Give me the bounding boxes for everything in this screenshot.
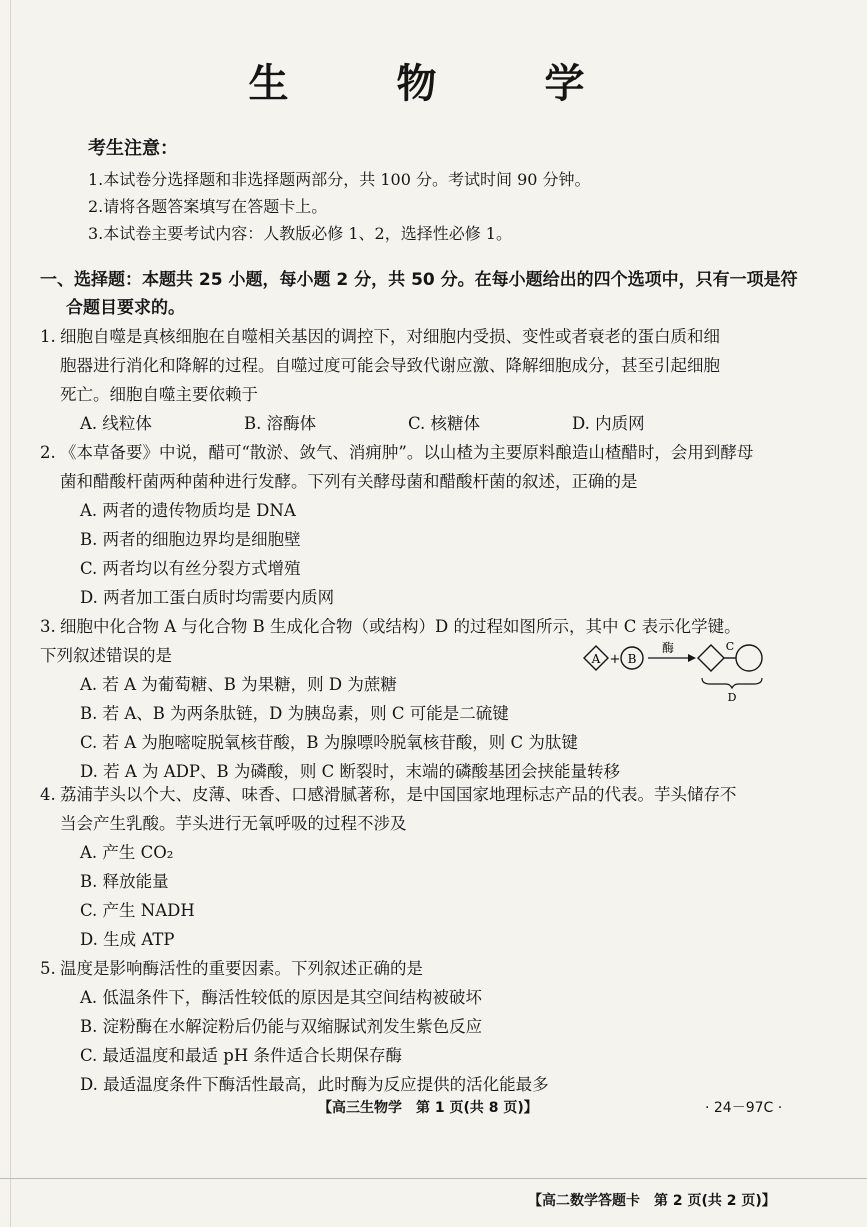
option-c: C. 核糖体 <box>408 414 481 433</box>
option-a: A. 低温条件下，酶活性较低的原因是其空间结构被破坏 <box>80 988 482 1007</box>
question-text: 细胞自噬是真核细胞在自噬相关基因的调控下，对细胞内受损、变性或者衰老的蛋白质和细 <box>60 327 720 346</box>
plus-sign: + <box>609 652 621 667</box>
option-a: A. 产生 CO₂ <box>80 843 174 862</box>
product-brace <box>702 678 762 688</box>
question-number: 1. <box>40 327 56 346</box>
footer-code: · 24－97C · <box>705 1100 783 1116</box>
question-4 <box>40 780 830 954</box>
question-number: 3. <box>40 617 56 636</box>
compound-b-label: B <box>627 652 637 666</box>
question-text: 荔浦芋头以个大、皮薄、味香、口感滑腻著称，是中国国家地理标志产品的代表。芋头储存不 <box>60 785 737 804</box>
page-title: 生 物 学 <box>248 61 619 107</box>
question-text: 当会产生乳酸。芋头进行无氧呼吸的过程不涉及 <box>60 814 407 833</box>
option-b: B. 溶酶体 <box>244 414 317 433</box>
option-d: D. 最适温度条件下酶活性最高，此时酶为反应提供的活化能最多 <box>80 1075 549 1094</box>
option-d: D. 两者加工蛋白质时均需要内质网 <box>80 588 335 607</box>
compound-a-label: A <box>591 652 601 666</box>
notice-line: 2.请将各题答案填写在答题卡上。 <box>88 197 328 216</box>
bond-c-label: C <box>725 640 735 653</box>
question-2 <box>40 438 830 612</box>
question-1 <box>40 322 830 438</box>
reaction-diagram <box>570 640 770 704</box>
question-text: 细胞中化合物 A 与化合物 B 生成化合物（或结构）D 的过程如图所示，其中 C 表示化学键。 <box>60 617 741 636</box>
question-text: 菌和醋酸杆菌两种菌种进行发酵。下列有关酵母菌和醋酸杆菌的叙述，正确的是 <box>60 472 638 491</box>
answer-card-label: 【高二数学答题卡 第 2 页(共 2 页)】 <box>528 1193 776 1209</box>
question-5 <box>40 954 830 1099</box>
option-b: B. 淀粉酶在水解淀粉后仍能与双缩脲试剂发生紫色反应 <box>80 1017 483 1036</box>
question-text: 《本草备要》中说，醋可“散淤、敛气、消痈肿”。以山楂为主要原料酿造山楂醋时，会用到酵母 <box>60 443 754 462</box>
option-d: D. 内质网 <box>572 414 645 433</box>
option-a: A. 两者的遗传物质均是 DNA <box>80 501 296 520</box>
option-d: D. 生成 ATP <box>80 930 175 949</box>
notice-heading: 考生注意： <box>88 138 178 159</box>
section-heading-line-2: 合题目要求的。 <box>66 298 185 318</box>
option-b: B. 若 A、B 为两条肽链，D 为胰岛素，则 C 可能是二硫键 <box>80 704 509 723</box>
section-heading-line-1: 一、选择题：本题共 25 小题，每小题 2 分，共 50 分。在每小题给出的四个选项中，只有一项是符 <box>40 270 798 290</box>
option-a: A. 线粒体 <box>80 414 152 433</box>
question-number: 2. <box>40 443 56 462</box>
reaction-arrowhead <box>688 654 696 662</box>
enzyme-label: 酶 <box>661 641 675 655</box>
notice-line: 1.本试卷分选择题和非选择题两部分，共 100 分。考试时间 90 分钟。 <box>88 170 591 189</box>
option-c: C. 若 A 为胞嘧啶脱氧核苷酸，B 为腺嘌呤脱氧核苷酸，则 C 为肽键 <box>80 733 578 752</box>
option-b: B. 释放能量 <box>80 872 169 891</box>
divider <box>0 1178 867 1179</box>
product-d-label: D <box>727 691 737 704</box>
question-number: 5. <box>40 959 56 978</box>
option-c: C. 最适温度和最适 pH 条件适合长期保存酶 <box>80 1046 402 1065</box>
product-circle <box>736 645 762 671</box>
option-d: D. 若 A 为 ADP、B 为磷酸，则 C 断裂时，末端的磷酸基团会挟能量转移 <box>80 762 621 781</box>
question-text: 下列叙述错误的是 <box>40 646 172 665</box>
notice-line: 3.本试卷主要考试内容：人教版必修 1、2，选择性必修 1。 <box>88 224 512 243</box>
footer-page-info: 【高三生物学 第 1 页(共 8 页)】 <box>318 1100 538 1116</box>
product-diamond <box>698 645 724 671</box>
page-fold-line <box>10 0 11 1227</box>
option-c: C. 两者均以有丝分裂方式增殖 <box>80 559 301 578</box>
question-number: 4. <box>40 785 56 804</box>
candidate-notice <box>88 134 788 247</box>
question-text: 温度是影响酶活性的重要因素。下列叙述正确的是 <box>60 959 423 978</box>
section-heading <box>40 266 830 322</box>
question-text: 死亡。细胞自噬主要依赖于 <box>60 385 258 404</box>
question-text: 胞器进行消化和降解的过程。自噬过度可能会导致代谢应激、降解细胞成分，甚至引起细胞 <box>60 356 720 375</box>
option-b: B. 两者的细胞边界均是细胞壁 <box>80 530 301 549</box>
reaction-diagram-svg <box>570 640 770 704</box>
option-a: A. 若 A 为葡萄糖、B 为果糖，则 D 为蔗糖 <box>80 675 397 694</box>
option-c: C. 产生 NADH <box>80 901 195 920</box>
options-row <box>40 409 830 438</box>
